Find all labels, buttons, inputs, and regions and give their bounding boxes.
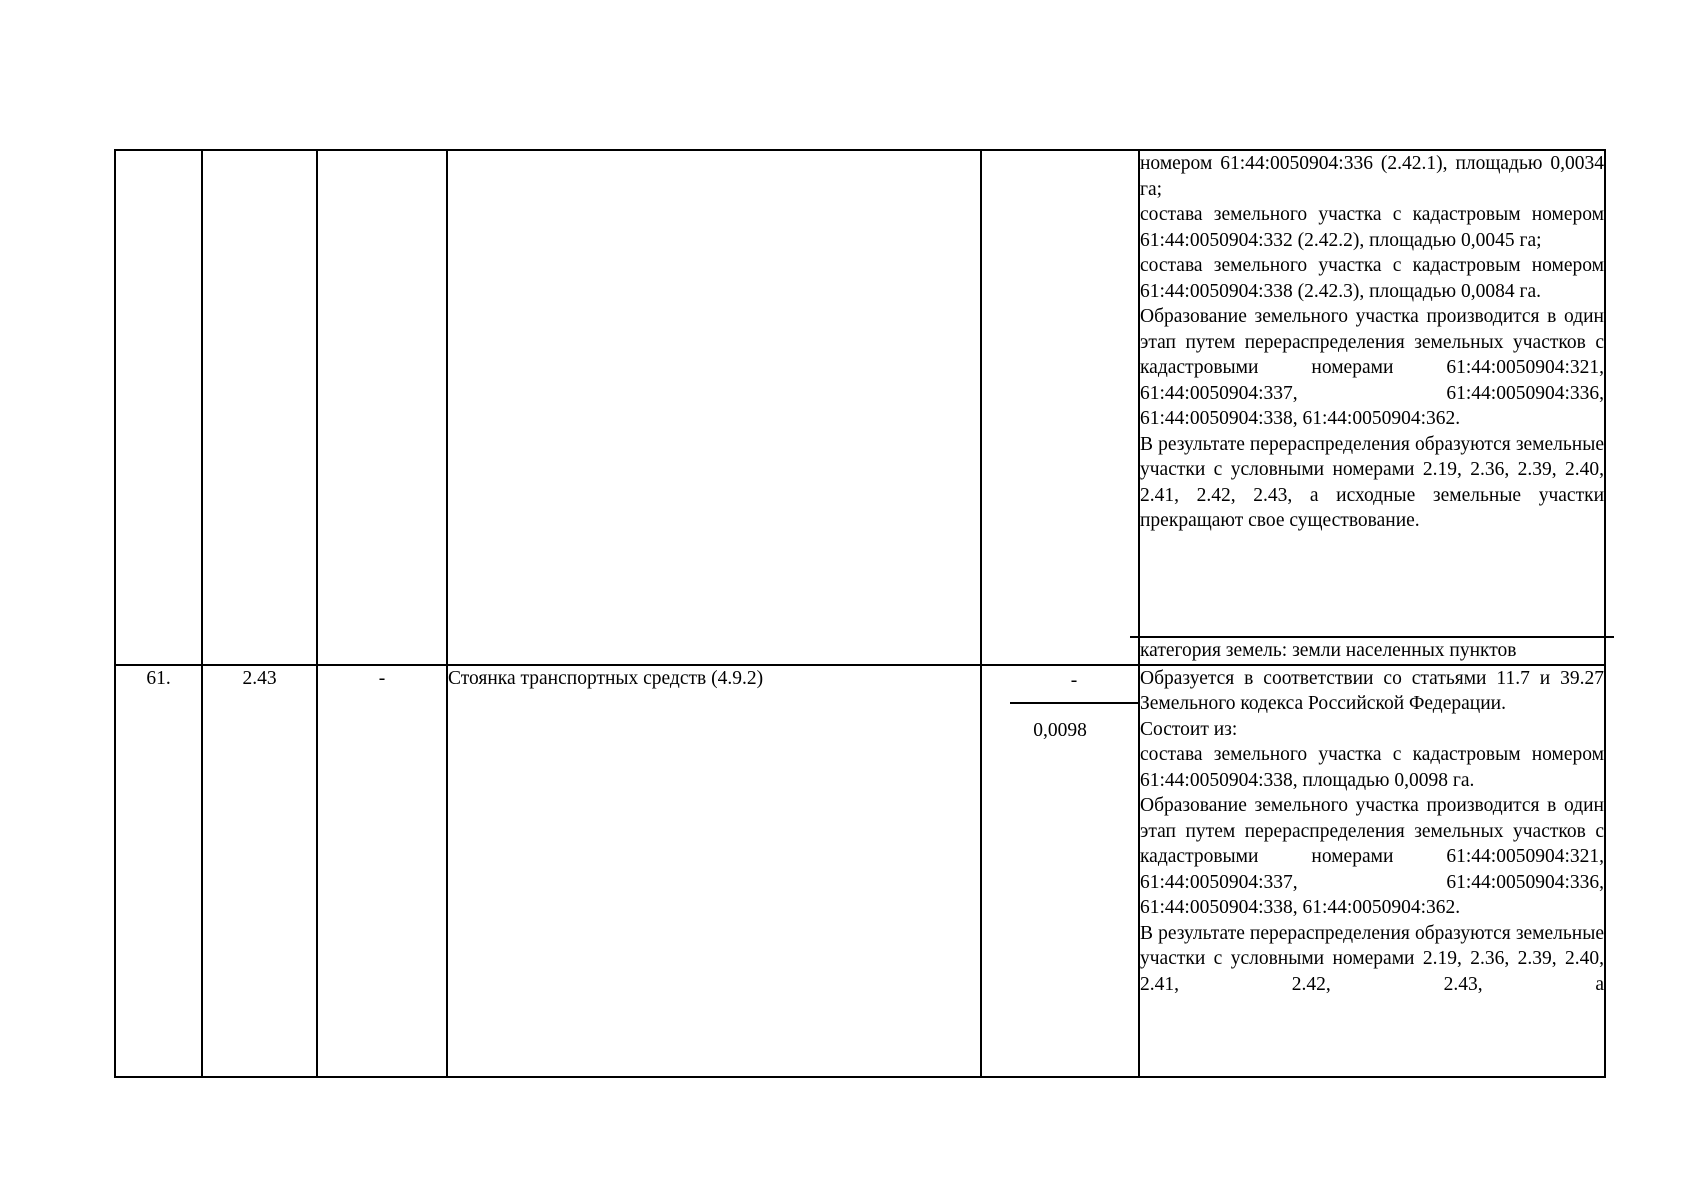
description-paragraph: В результате перераспределения образуются земельные участки с условными номерами 2.19, 2.36, 2.39, 2.40, 2.41, 2.42, 2.43, а исходные земельные участки прекращают свое существование.	[1140, 433, 1604, 531]
area-top-value: -	[1010, 666, 1138, 704]
description-paragraph: Образование земельного участка производится в один этап путем перераспределения земельных участков с кадастровыми номерами 61:44:0050904:321, 61:44:0050904:337, 61:44:0050904:336, 61:44:0050904:338, 61:44:0050904:362.	[1140, 306, 1604, 429]
previous-number-cell	[317, 150, 447, 665]
table-row	[115, 150, 1605, 665]
description-paragraph: состава земельного участка с кадастровым номером 61:44:0050904:338, площадью 0,0098 га.	[1140, 744, 1604, 791]
row-number-cell: 61.	[115, 665, 202, 1077]
conditional-number-cell	[202, 150, 317, 665]
permitted-use-cell	[447, 150, 981, 665]
table-row	[115, 665, 1605, 1077]
description-paragraph: В результате перераспределения образуются земельные участки с условными номерами 2.19, 2.36, 2.39, 2.40, 2.41, 2.42, 2.43, а	[1140, 922, 1604, 995]
area-value: 0,0098	[1033, 719, 1087, 741]
description-paragraph: состава земельного участка с кадастровым номером 61:44:0050904:338 (2.42.3), площадью 0,0084 га.	[1140, 255, 1604, 302]
description-paragraph: Образование земельного участка производится в один этап путем перераспределения земельных участков с кадастровыми номерами 61:44:0050904:321, 61:44:0050904:337, 61:44:0050904:336, 61:44:0050904:338, 61:44:0050904:362.	[1140, 795, 1604, 918]
description-paragraph: Состоит из:	[1140, 718, 1238, 740]
area-cell	[981, 150, 1139, 665]
description-cell	[1139, 665, 1605, 1077]
description-paragraph: номером 61:44:0050904:336 (2.42.1), площадью 0,0034 га;	[1140, 153, 1604, 200]
description-cell	[1139, 150, 1605, 665]
permitted-use-cell: Стоянка транспортных средств (4.9.2)	[447, 665, 981, 1077]
row-number-cell	[115, 150, 202, 665]
description-paragraph: состава земельного участка с кадастровым номером 61:44:0050904:332 (2.42.2), площадью 0,0045 га;	[1140, 204, 1604, 251]
land-category-text: категория земель: земли населенных пунктов	[1130, 636, 1614, 664]
land-plots-table	[114, 149, 1606, 1078]
description-paragraph: Образуется в соответствии со статьями 11.7 и 39.27 Земельного кодекса Российской Федерации.	[1140, 667, 1604, 714]
conditional-number-cell: 2.43	[202, 665, 317, 1077]
area-cell	[981, 665, 1139, 1077]
previous-number-cell: -	[317, 665, 447, 1077]
